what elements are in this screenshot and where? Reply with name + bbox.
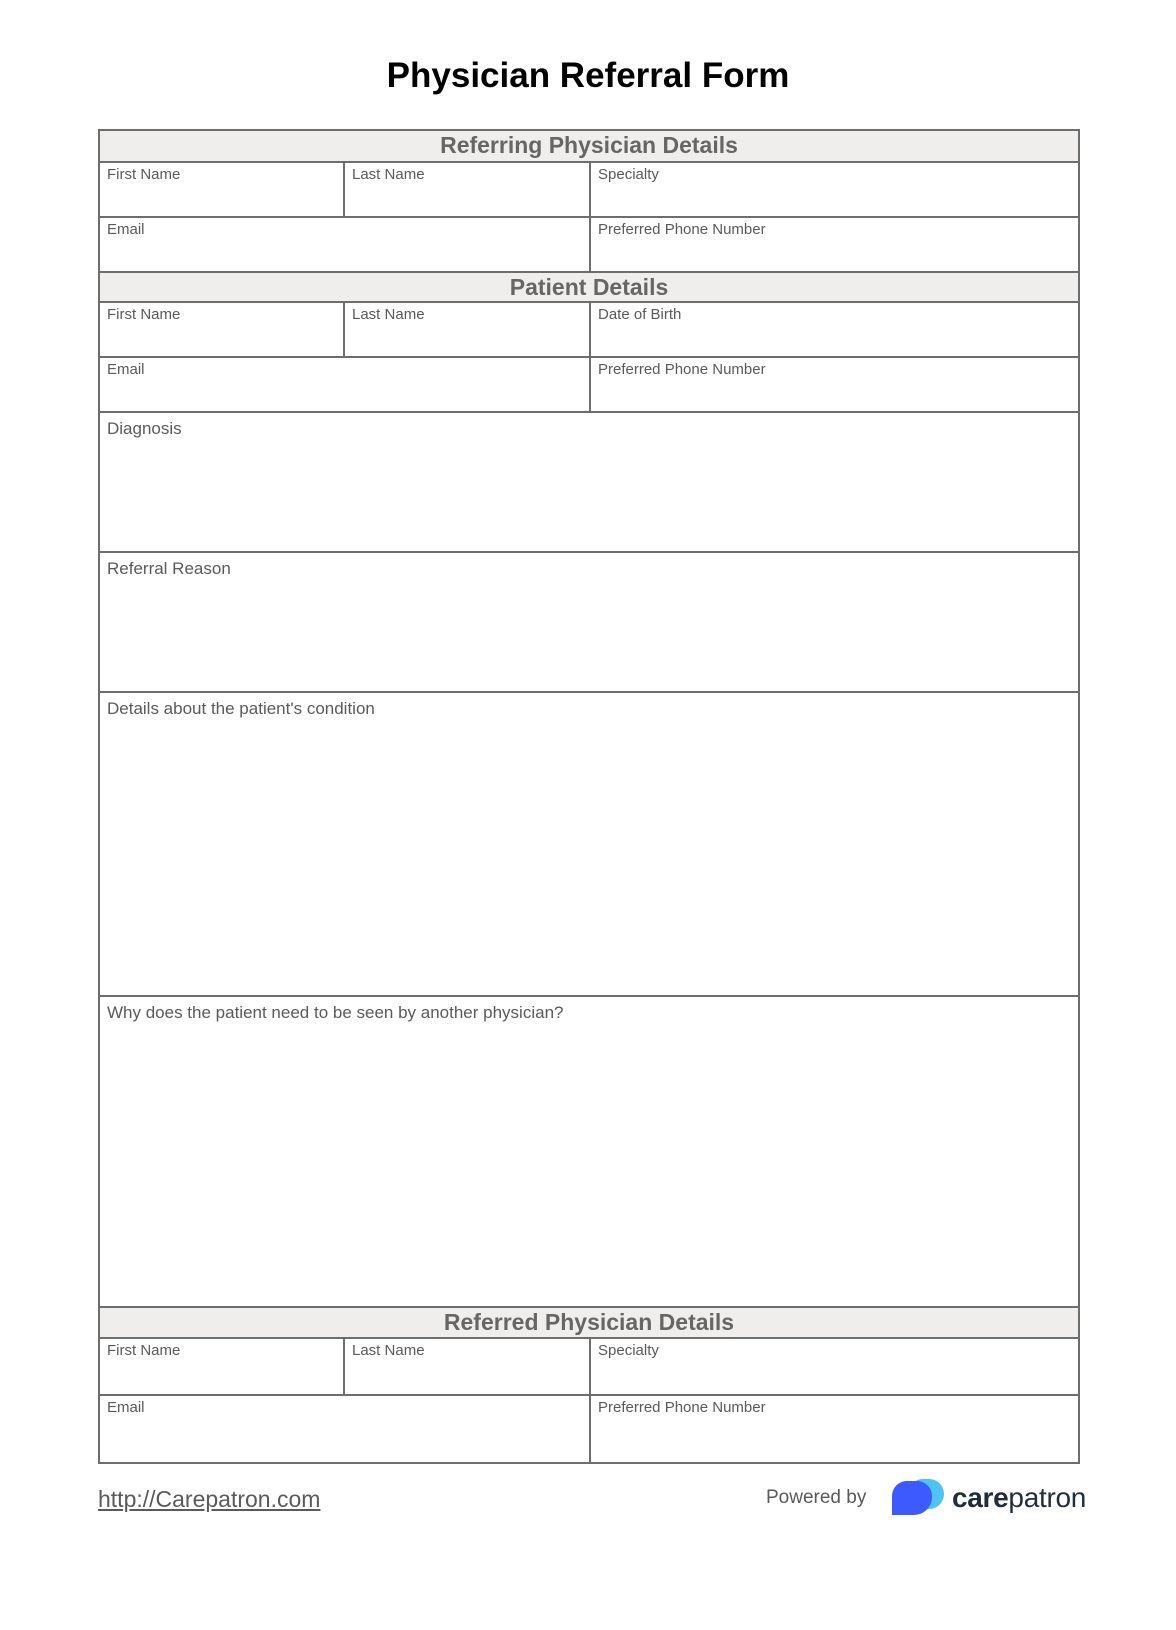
field-label: Last Name (352, 1342, 425, 1359)
field-label: Last Name (352, 166, 425, 183)
field-label: Preferred Phone Number (598, 361, 766, 378)
field-label: Referral Reason (107, 559, 231, 578)
referring-last-name-field[interactable] (345, 163, 591, 218)
field-label: Preferred Phone Number (598, 221, 766, 238)
referring-first-name-field[interactable] (100, 163, 345, 218)
field-label: Last Name (352, 306, 425, 323)
referred-phone-field[interactable] (591, 1396, 1078, 1462)
carepatron-logo-icon (890, 1479, 946, 1517)
referred-email-field[interactable] (100, 1396, 591, 1462)
field-label: Preferred Phone Number (598, 1399, 766, 1416)
referral-reason-field[interactable] (100, 553, 1078, 693)
field-label: Specialty (598, 1342, 659, 1359)
patient-last-name-field[interactable] (345, 303, 591, 358)
patient-details-heading: Patient Details (100, 273, 1078, 303)
field-label: Date of Birth (598, 306, 682, 323)
patient-first-name-field[interactable] (100, 303, 345, 358)
referred-specialty-field[interactable] (591, 1339, 1078, 1396)
referring-physician-heading: Referring Physician Details (100, 131, 1078, 163)
field-label: Details about the patient's condition (107, 699, 375, 718)
patient-phone-field[interactable] (591, 358, 1078, 413)
referral-form-table (98, 129, 1080, 1464)
referring-phone-field[interactable] (591, 218, 1078, 273)
referred-first-name-field[interactable] (100, 1339, 345, 1396)
field-label: First Name (107, 306, 181, 323)
powered-by-text: Powered by (766, 1487, 867, 1508)
referred-physician-heading: Referred Physician Details (100, 1308, 1078, 1339)
field-label: Specialty (598, 166, 659, 183)
field-label: First Name (107, 1342, 181, 1359)
carepatron-wordmark: carepatron (952, 1482, 1087, 1513)
condition-details-field[interactable] (100, 693, 1078, 997)
why-seen-field[interactable] (100, 997, 1078, 1308)
field-label: First Name (107, 166, 181, 183)
field-label: Email (107, 221, 145, 238)
patient-dob-field[interactable] (591, 303, 1078, 358)
carepatron-logo (890, 1478, 1086, 1518)
diagnosis-field[interactable] (100, 413, 1078, 553)
field-label: Diagnosis (107, 419, 182, 438)
page-title: Physician Referral Form (386, 56, 790, 95)
field-label: Why does the patient need to be seen by another physician? (107, 1003, 564, 1022)
referring-specialty-field[interactable] (591, 163, 1078, 218)
referred-last-name-field[interactable] (345, 1339, 591, 1396)
field-label: Email (107, 361, 145, 378)
referring-email-field[interactable] (100, 218, 591, 273)
field-label: Email (107, 1399, 145, 1416)
patient-email-field[interactable] (100, 358, 591, 413)
carepatron-link[interactable]: http://Carepatron.com (98, 1486, 321, 1512)
